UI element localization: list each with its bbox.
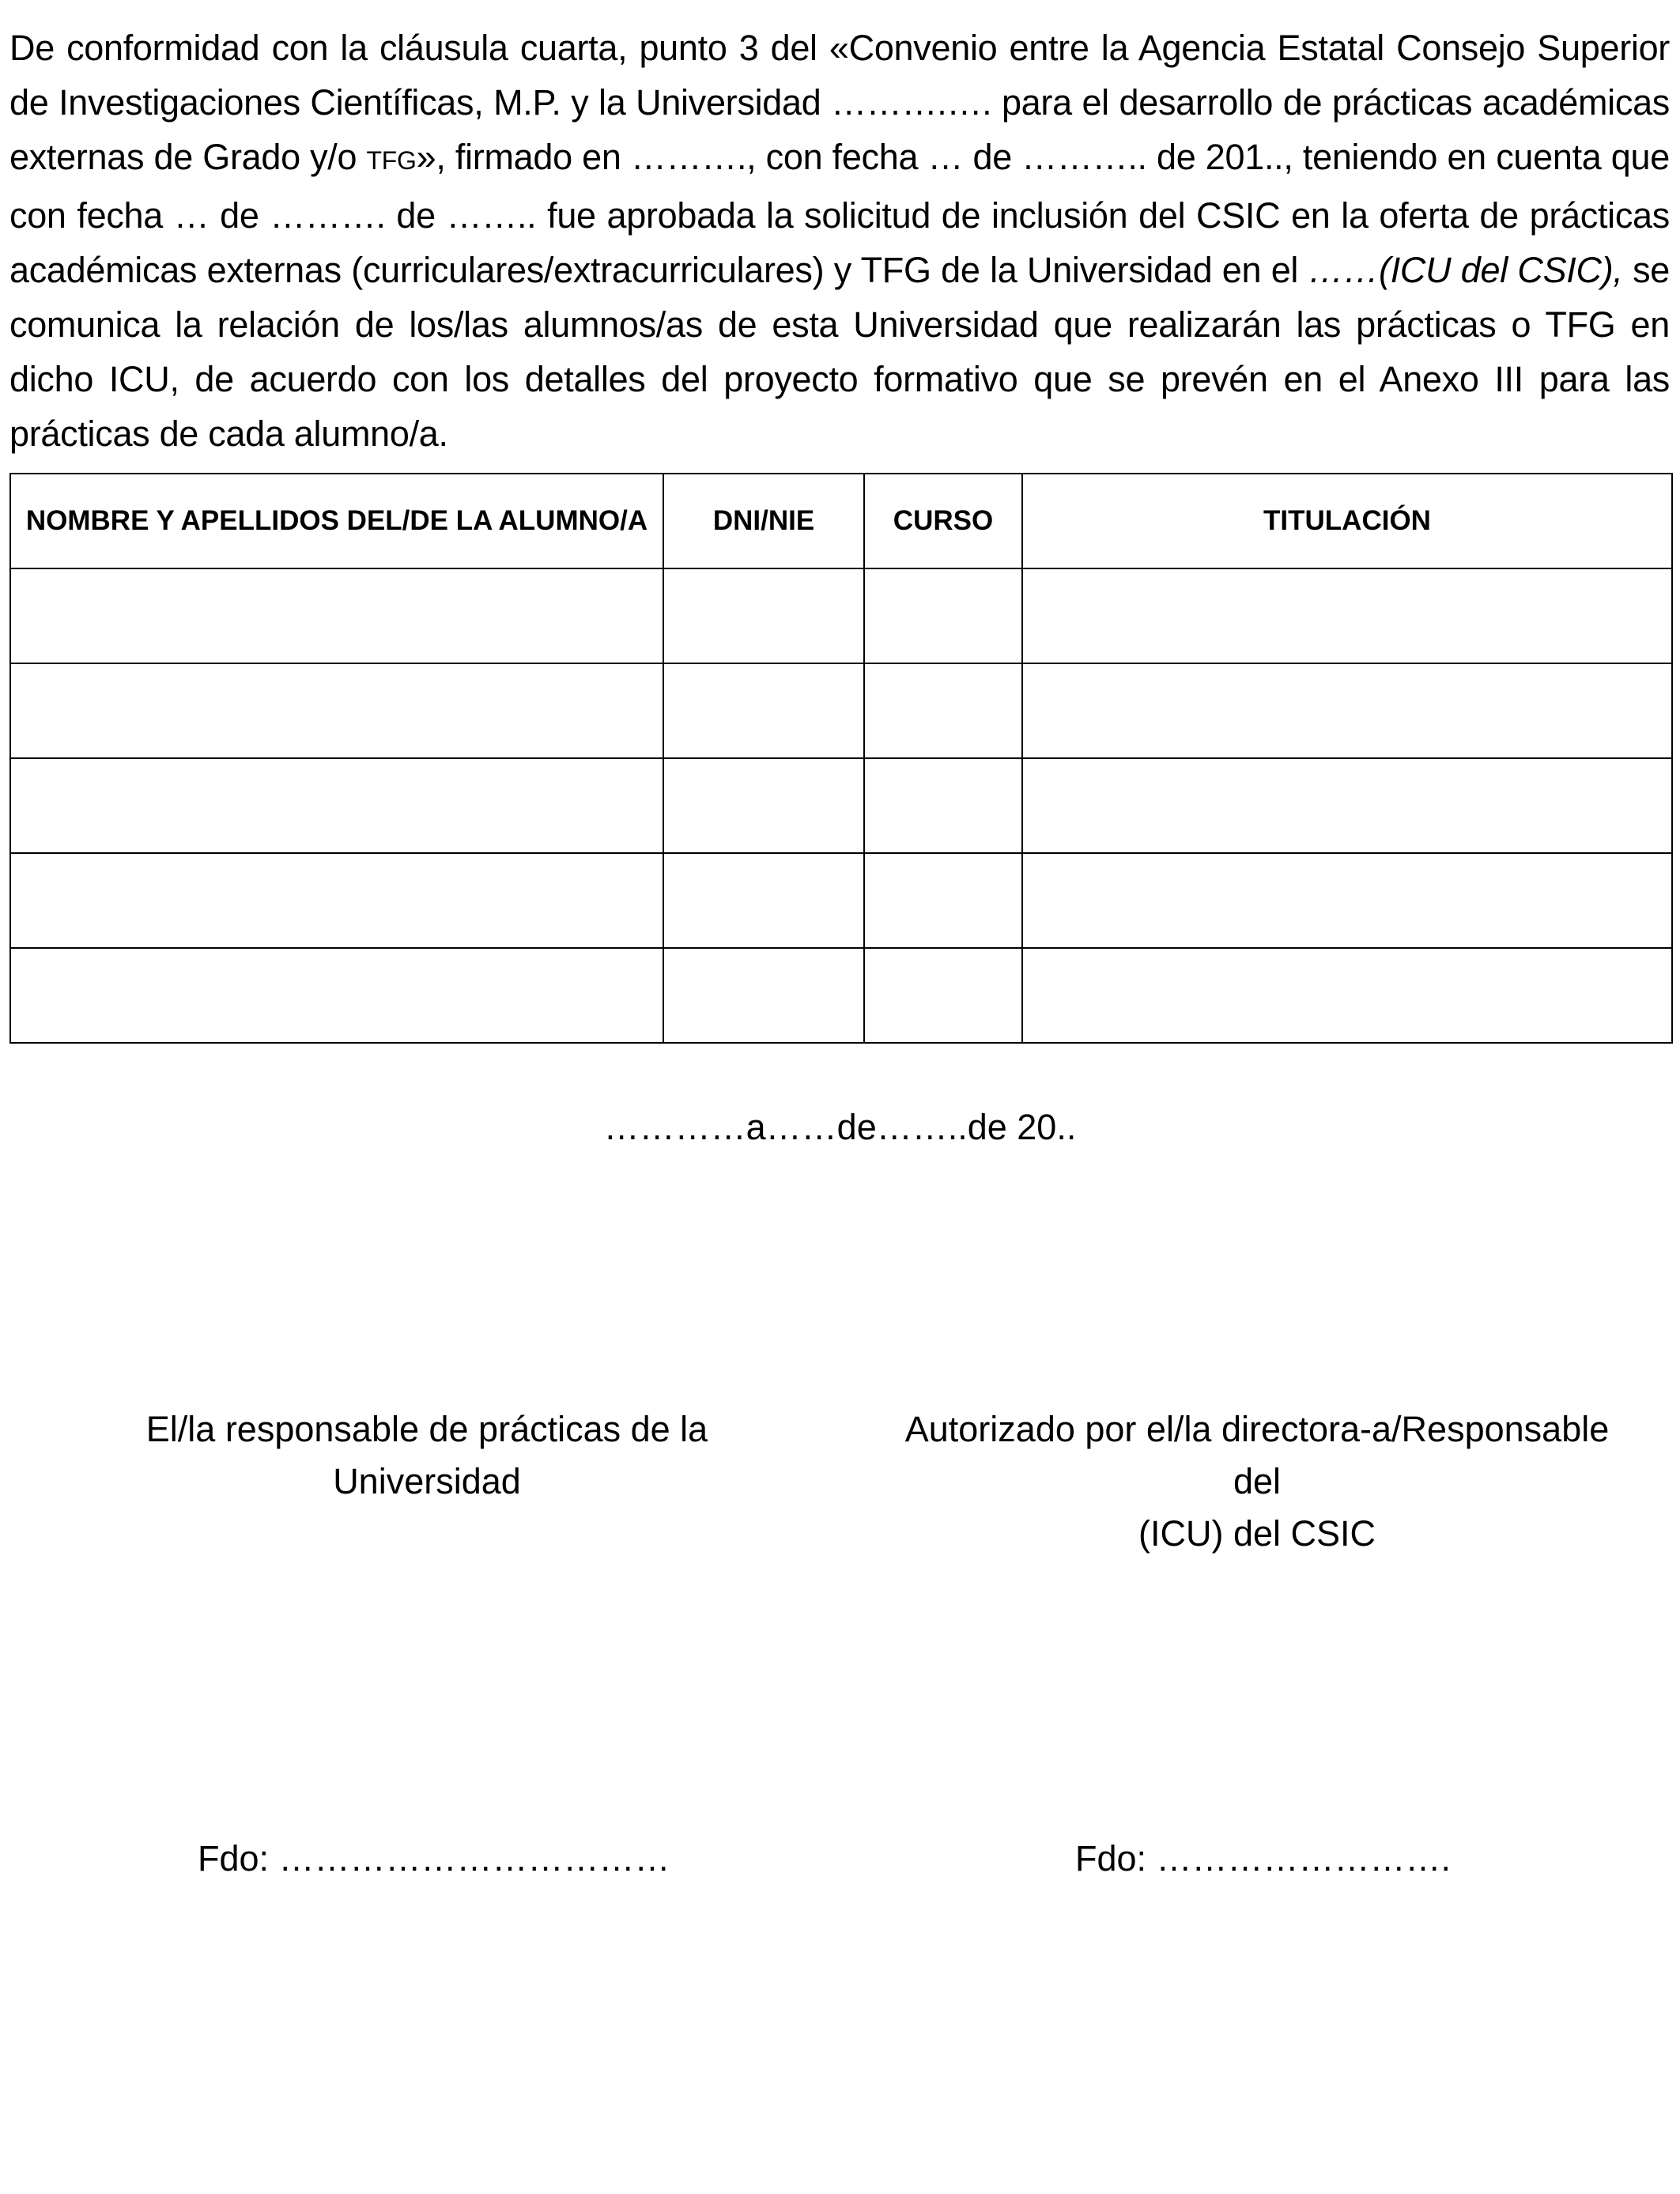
intro-tfg: TFG bbox=[366, 146, 417, 175]
cell-titulacion[interactable] bbox=[1022, 853, 1672, 948]
table-row bbox=[10, 853, 1672, 948]
header-titulacion: TITULACIÓN bbox=[1022, 474, 1672, 568]
cell-titulacion[interactable] bbox=[1022, 663, 1672, 758]
cell-curso[interactable] bbox=[864, 853, 1022, 948]
cell-nombre[interactable] bbox=[10, 948, 663, 1043]
intro-paragraph bbox=[9, 21, 1670, 461]
cell-curso[interactable] bbox=[864, 948, 1022, 1043]
cell-nombre[interactable] bbox=[10, 853, 663, 948]
table-row bbox=[10, 663, 1672, 758]
intro-icu: ……(ICU del CSIC), bbox=[1308, 250, 1623, 290]
cell-dni[interactable] bbox=[663, 663, 864, 758]
cell-curso[interactable] bbox=[864, 663, 1022, 758]
signature-right-line2: (ICU) del CSIC bbox=[1138, 1513, 1376, 1554]
table-header-row bbox=[10, 474, 1672, 568]
table-row bbox=[10, 568, 1672, 663]
signature-left-title: El/la responsable de prácticas de la Universidad bbox=[145, 1409, 708, 1501]
cell-titulacion[interactable] bbox=[1022, 758, 1672, 853]
date-line: …………a……de……..de 20.. bbox=[603, 1107, 1077, 1147]
header-curso: CURSO bbox=[864, 474, 1022, 568]
cell-dni[interactable] bbox=[663, 568, 864, 663]
students-table bbox=[9, 473, 1673, 1044]
cell-dni[interactable] bbox=[663, 948, 864, 1043]
intro-text-part1: De conformidad con la cláusula cuarta, punto 3 del «Convenio entre la Agencia Estatal Consejo Superior de Investigaciones Científicas, M.P. y la Universidad ……….…. para el desarrollo de prácticas académicas externas de Grado y/o bbox=[9, 28, 1670, 177]
table-row bbox=[10, 948, 1672, 1043]
header-dni: DNI/NIE bbox=[663, 474, 864, 568]
cell-nombre[interactable] bbox=[10, 758, 663, 853]
cell-titulacion[interactable] bbox=[1022, 948, 1672, 1043]
header-nombre: NOMBRE Y APELLIDOS DEL/DE LA ALUMNO/A bbox=[10, 474, 663, 568]
signature-right-fdo: Fdo: ……………………. bbox=[1075, 1838, 1452, 1879]
cell-nombre[interactable] bbox=[10, 568, 663, 663]
cell-titulacion[interactable] bbox=[1022, 568, 1672, 663]
cell-dni[interactable] bbox=[663, 758, 864, 853]
cell-dni[interactable] bbox=[663, 853, 864, 948]
intro-text-part2: », firmado en ………., con fecha … de ……….. de 201.., teniendo en cuenta que con fecha … de ………. de …….. fue aprobada la solicitud de inclusión del CSIC en la oferta de prácticas académicas externas (curriculares/extracurriculares) y TFG de la Universidad en el bbox=[9, 137, 1670, 290]
cell-curso[interactable] bbox=[864, 758, 1022, 853]
signature-left-fdo: Fdo: …………………………… bbox=[198, 1838, 670, 1879]
table-row bbox=[10, 758, 1672, 853]
cell-nombre[interactable] bbox=[10, 663, 663, 758]
signature-right-title bbox=[885, 1403, 1629, 1560]
cell-curso[interactable] bbox=[864, 568, 1022, 663]
signature-right-line1: Autorizado por el/la directora-a/Responsable del bbox=[904, 1409, 1610, 1501]
intro-text-part3: se comunica la relación de los/las alumnos/as de esta Universidad que realizarán las prácticas o TFG en dicho ICU, de acuerdo con los detalles del proyecto formativo que se prevén en el Anexo III para las prácticas de cada alumno/a. bbox=[9, 250, 1670, 454]
